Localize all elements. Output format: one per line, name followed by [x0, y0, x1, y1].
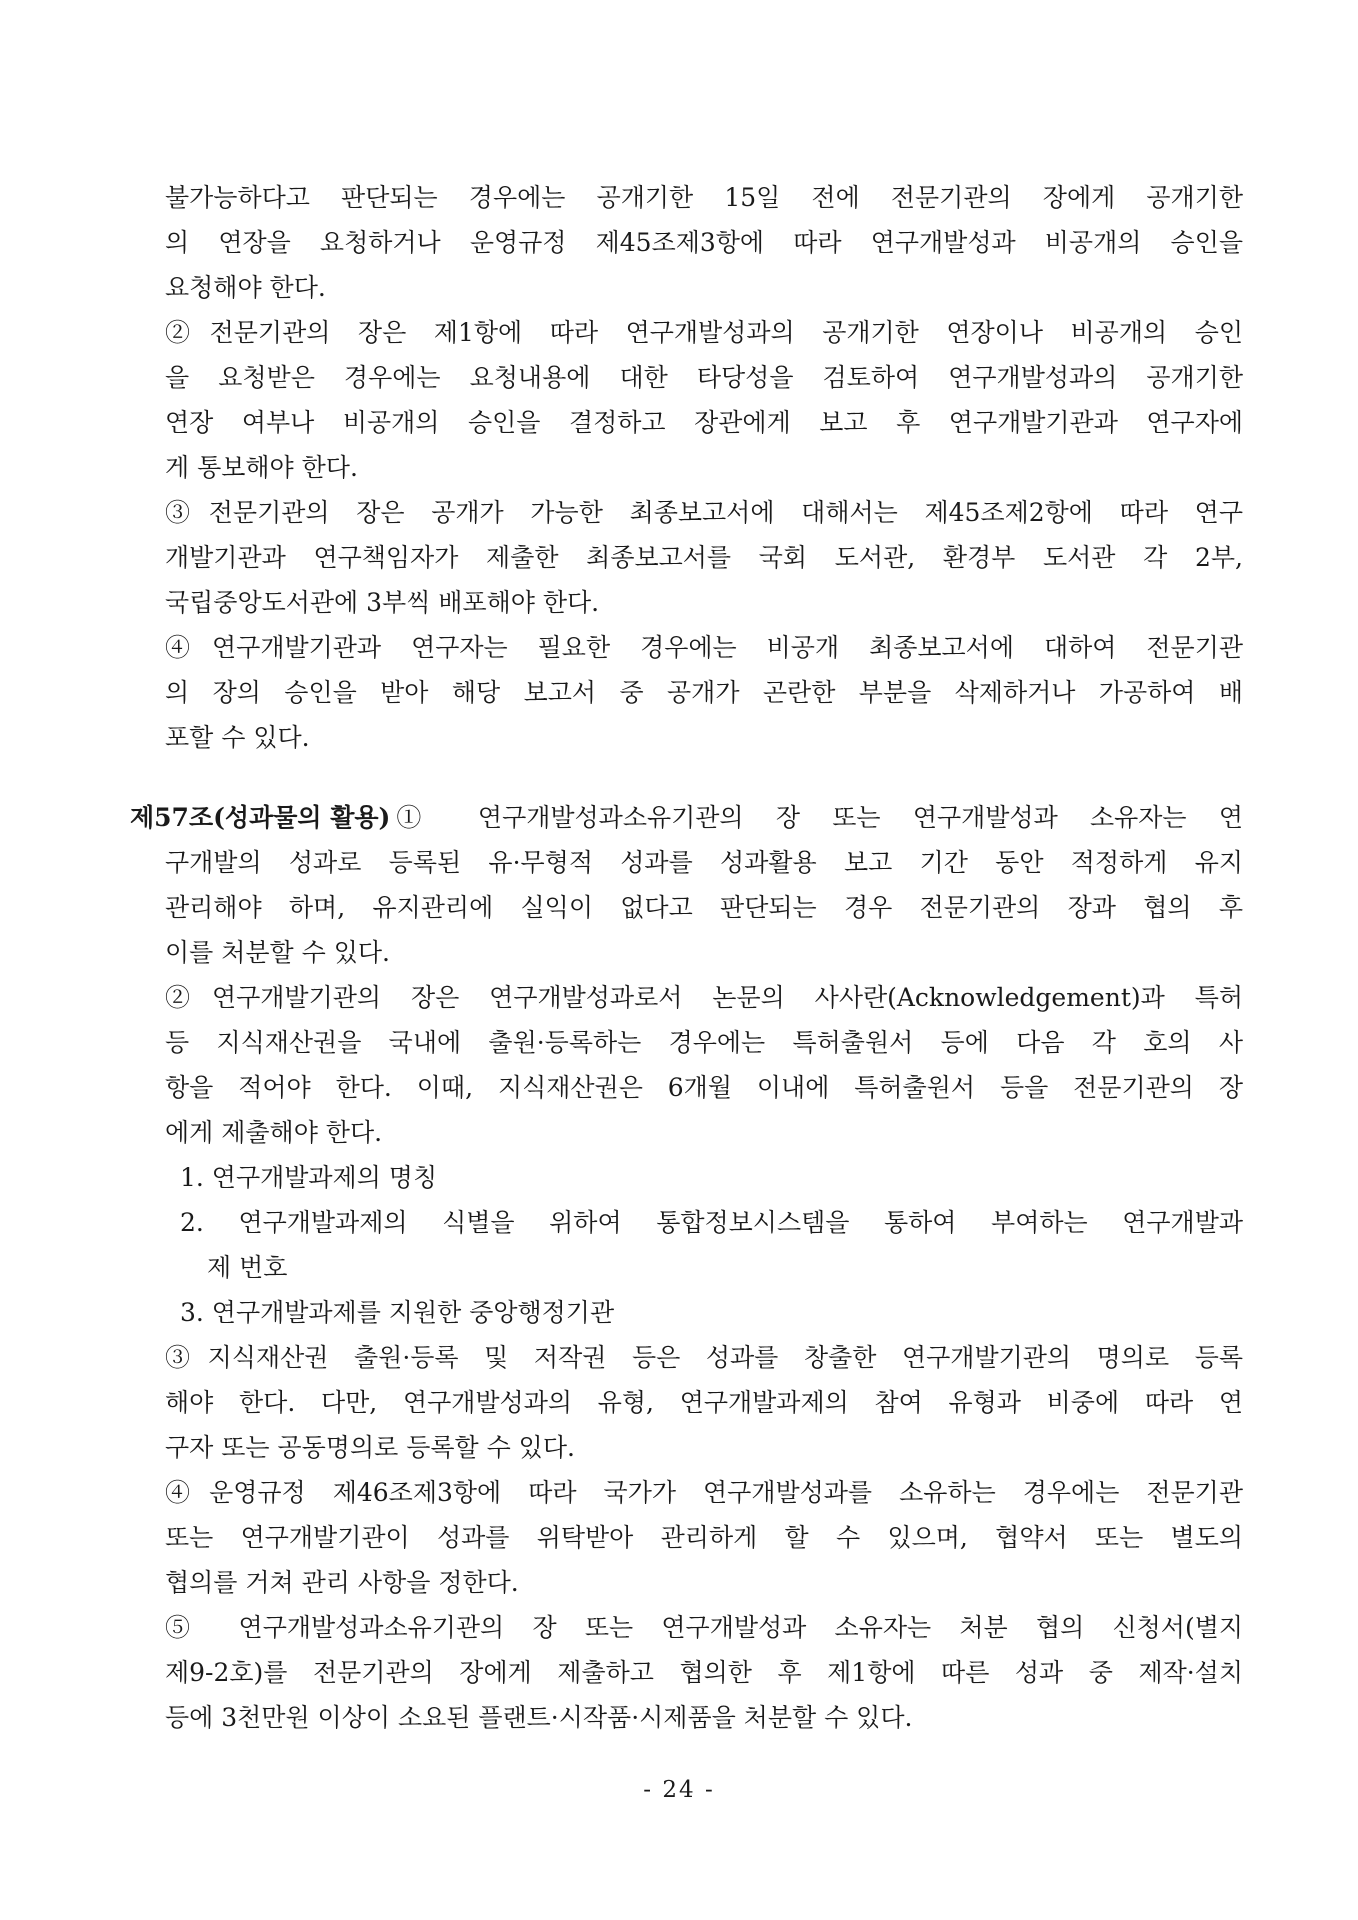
- paragraph-line: 을 요청받은 경우에는 요청내용에 대한 타당성을 검토하여 연구개발성과의 공개기한: [165, 363, 1243, 392]
- paragraph-line: 이를 처분할 수 있다.: [165, 938, 390, 967]
- paragraph-line: 제9-2호)를 전문기관의 장에게 제출하고 협의한 후 제1항에 따른 성과 중 제작·설치: [165, 1658, 1243, 1687]
- paragraph-line: ②전문기관의 장은 제1항에 따라 연구개발성과의 공개기한 연장이나 비공개의 승인: [165, 318, 1243, 347]
- paragraph-line: 해야 한다. 다만, 연구개발성과의 유형, 연구개발과제의 참여 유형과 비중에 따라 연: [165, 1388, 1243, 1417]
- paragraph-line: ④연구개발기관과 연구자는 필요한 경우에는 비공개 최종보고서에 대하여 전문기관: [165, 633, 1243, 662]
- paragraph-line: 등 지식재산권을 국내에 출원·등록하는 경우에는 특허출원서 등에 다음 각 호의 사: [165, 1028, 1243, 1057]
- list-item: 3. 연구개발과제를 지원한 중앙행정기관: [180, 1298, 615, 1327]
- paragraph-line: 개발기관과 연구책임자가 제출한 최종보고서를 국회 도서관, 환경부 도서관 각 2부,: [165, 543, 1243, 572]
- list-item: 1. 연구개발과제의 명칭: [180, 1163, 438, 1192]
- paragraph-line: 의 연장을 요청하거나 운영규정 제45조제3항에 따라 연구개발성과 비공개의 승인을: [165, 228, 1243, 257]
- paragraph-line: 연장 여부나 비공개의 승인을 결정하고 장관에게 보고 후 연구개발기관과 연구자에: [165, 408, 1243, 437]
- paragraph-line: 협의를 거쳐 관리 사항을 정한다.: [165, 1568, 519, 1597]
- paragraph-line: ⑤ 연구개발성과소유기관의 장 또는 연구개발성과 소유자는 처분 협의 신청서(별지: [165, 1613, 1243, 1642]
- paragraph-line: 불가능하다고 판단되는 경우에는 공개기한 15일 전에 전문기관의 장에게 공개기한: [165, 183, 1243, 212]
- paragraph-line: 또는 연구개발기관이 성과를 위탁받아 관리하게 할 수 있으며, 협약서 또는 별도의: [165, 1523, 1243, 1552]
- paragraph-line: 에게 제출해야 한다.: [165, 1118, 383, 1147]
- paragraph-line: 의 장의 승인을 받아 해당 보고서 중 공개가 곤란한 부분을 삭제하거나 가공하여 배: [165, 678, 1243, 707]
- paragraph-line: ②연구개발기관의 장은 연구개발성과로서 논문의 사사란(Acknowledgement)과 특허: [165, 983, 1243, 1012]
- paragraph-line: 포할 수 있다.: [165, 723, 310, 752]
- page-number: - 24 -: [643, 1777, 715, 1803]
- article-first-line: [130, 803, 1243, 833]
- article-first-line-text: ① 연구개발성과소유기관의 장 또는 연구개발성과 소유자는 연: [396, 803, 1243, 832]
- paragraph-line: ③지식재산권 출원·등록 및 저작권 등은 성과를 창출한 연구개발기관의 명의로 등록: [165, 1343, 1243, 1372]
- paragraph-line: 구자 또는 공동명의로 등록할 수 있다.: [165, 1433, 575, 1462]
- paragraph-line: 요청해야 한다.: [165, 273, 326, 302]
- article-title: 제57조(성과물의 활용): [130, 803, 391, 832]
- paragraph-line: 구개발의 성과로 등록된 유·무형적 성과를 성과활용 보고 기간 동안 적정하게 유지: [165, 848, 1243, 877]
- paragraph-line: ③전문기관의 장은 공개가 가능한 최종보고서에 대해서는 제45조제2항에 따라 연구: [165, 498, 1243, 527]
- paragraph-line: 등에 3천만원 이상이 소요된 플랜트·시작품·시제품을 처분할 수 있다.: [165, 1703, 913, 1732]
- list-item: 2. 연구개발과제의 식별을 위하여 통합정보시스템을 통하여 부여하는 연구개발과: [180, 1208, 1243, 1237]
- list-item-continuation: 제 번호: [207, 1253, 288, 1282]
- paragraph-line: 국립중앙도서관에 3부씩 배포해야 한다.: [165, 588, 600, 617]
- paragraph-line: 관리해야 하며, 유지관리에 실익이 없다고 판단되는 경우 전문기관의 장과 협의 후: [165, 893, 1243, 922]
- paragraph-line: 항을 적어야 한다. 이때, 지식재산권은 6개월 이내에 특허출원서 등을 전문기관의 장: [165, 1073, 1243, 1102]
- paragraph-line: ④운영규정 제46조제3항에 따라 국가가 연구개발성과를 소유하는 경우에는 전문기관: [165, 1478, 1243, 1507]
- paragraph-line: 게 통보해야 한다.: [165, 453, 358, 482]
